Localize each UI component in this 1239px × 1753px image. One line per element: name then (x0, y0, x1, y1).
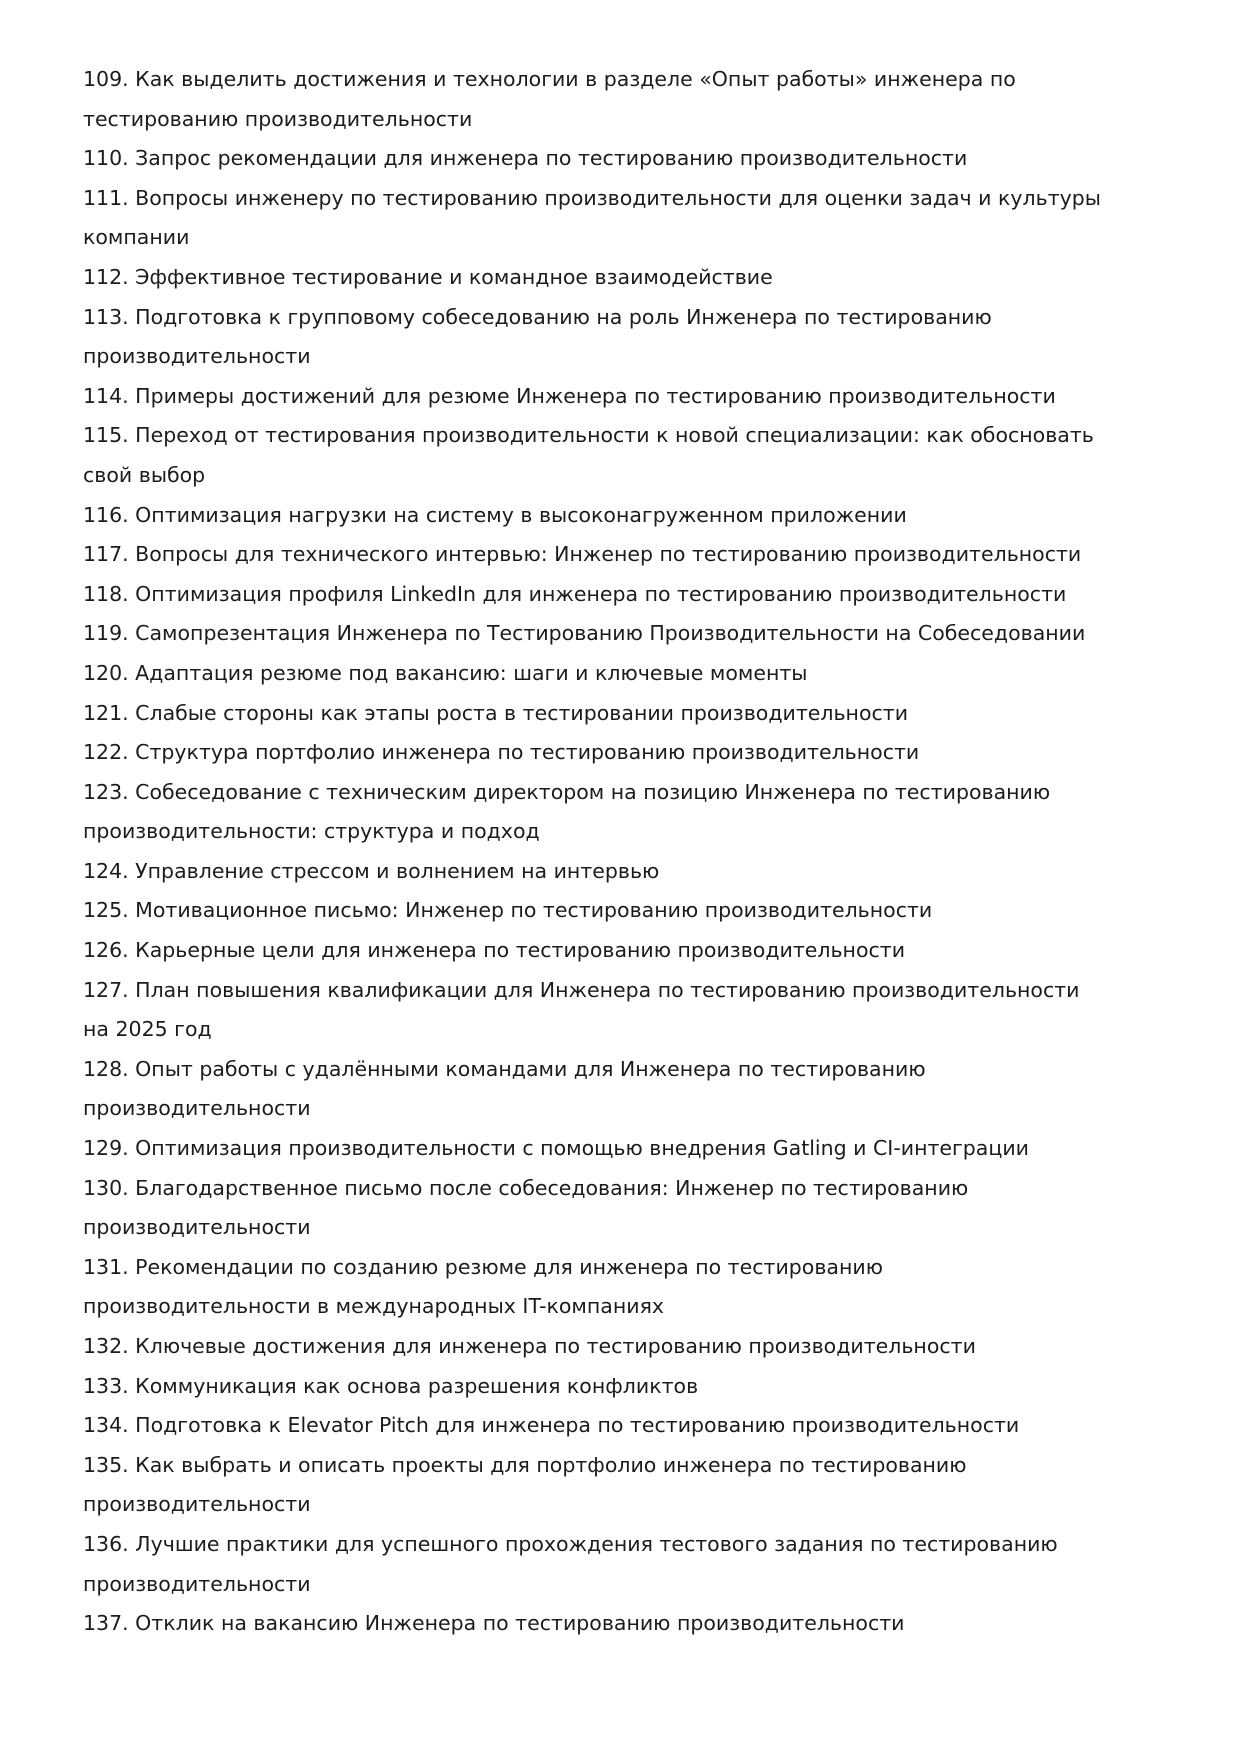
list-item (83, 416, 1199, 495)
list-item-line: 121. Слабые стороны как этапы роста в тестировании производительности (83, 700, 909, 725)
list-item-line: 115. Переход от тестирования производительности к новой специализации: как обосновать (83, 423, 1094, 448)
list-item (83, 1525, 1199, 1604)
list-item-line: производительности (83, 344, 311, 369)
document-list (83, 60, 1199, 1644)
list-item (83, 1446, 1199, 1525)
list-item (83, 179, 1199, 258)
list-item-line: 122. Структура портфолио инженера по тестированию производительности (83, 740, 920, 765)
list-item-line: 109. Как выделить достижения и технологии в разделе «Опыт работы» инженера по (83, 67, 1016, 91)
list-item-line: 127. План повышения квалификации для Инженера по тестированию производительности (83, 977, 1080, 1002)
list-item (83, 1367, 1199, 1407)
list-item (83, 654, 1199, 694)
list-item (83, 891, 1199, 931)
list-item (83, 535, 1199, 575)
list-item-line: 113. Подготовка к групповому собеседованию на роль Инженера по тестированию (83, 304, 992, 329)
list-item-line: производительности: структура и подход (83, 819, 540, 844)
list-item-line: производительности (83, 1571, 311, 1596)
list-item (83, 1327, 1199, 1367)
list-item-line: 126. Карьерные цели для инженера по тестированию производительности (83, 938, 906, 963)
list-item (83, 60, 1199, 139)
list-item-line: производительности (83, 1096, 311, 1121)
list-item (83, 1129, 1199, 1169)
list-item-line: 134. Подготовка к Elevator Pitch для инженера по тестированию производительности (83, 1413, 1020, 1438)
list-item (83, 971, 1199, 1050)
list-item (83, 1169, 1199, 1248)
list-item (83, 931, 1199, 971)
list-item (83, 773, 1199, 852)
list-item-line: производительности (83, 1492, 311, 1517)
list-item (83, 377, 1199, 417)
list-item-line: 117. Вопросы для технического интервью: Инженер по тестированию производительности (83, 542, 1082, 567)
list-item-line: 129. Оптимизация производительности с помощью внедрения Gatling и CI-интеграции (83, 1136, 1029, 1161)
list-item-line: компании (83, 225, 190, 250)
list-item-line: 136. Лучшие практики для успешного прохождения тестового задания по тестированию (83, 1531, 1058, 1556)
list-item-line: 114. Примеры достижений для резюме Инженера по тестированию производительности (83, 383, 1056, 408)
list-item-line: 116. Оптимизация нагрузки на систему в высоконагруженном приложении (83, 502, 907, 527)
list-item-line: производительности (83, 1215, 311, 1240)
list-item (83, 496, 1199, 536)
list-item (83, 694, 1199, 734)
list-item-line: свой выбор (83, 462, 206, 487)
list-item (83, 575, 1199, 615)
list-item-line: производительности в международных IT-компаниях (83, 1294, 665, 1319)
list-item (83, 258, 1199, 298)
list-item-line: 132. Ключевые достижения для инженера по тестированию производительности (83, 1334, 976, 1358)
list-item-line: 135. Как выбрать и описать проекты для портфолио инженера по тестированию (83, 1452, 967, 1477)
list-item (83, 1050, 1199, 1129)
list-item-line: 124. Управление стрессом и волнением на интервью (83, 858, 660, 883)
list-item-line: 130. Благодарственное письмо после собеседования: Инженер по тестированию (83, 1175, 969, 1200)
list-item (83, 1604, 1199, 1644)
list-item-line: на 2025 год (83, 1017, 212, 1042)
list-item-line: 120. Адаптация резюме под вакансию: шаги и ключевые моменты (83, 660, 808, 685)
list-item-line: 137. Отклик на вакансию Инженера по тестированию производительности (83, 1611, 905, 1636)
list-item (83, 852, 1199, 892)
list-item-line: 119. Самопрезентация Инженера по Тестированию Производительности на Собеседовании (83, 621, 1086, 646)
list-item-line: тестированию производительности (83, 106, 473, 131)
list-item-line: 123. Собеседование с техническим директором на позицию Инженера по тестированию (83, 779, 1051, 804)
list-item (83, 1406, 1199, 1446)
list-item-line: 111. Вопросы инженеру по тестированию производительности для оценки задач и культуры (83, 185, 1101, 210)
list-item-line: 110. Запрос рекомендации для инженера по тестированию производительности (83, 146, 968, 171)
list-item (83, 139, 1199, 179)
list-item-line: 128. Опыт работы с удалёнными командами для Инженера по тестированию (83, 1056, 926, 1081)
list-item (83, 614, 1199, 654)
list-item-line: 133. Коммуникация как основа разрешения конфликтов (83, 1373, 699, 1398)
list-item-line: 112. Эффективное тестирование и командное взаимодействие (83, 264, 773, 289)
list-item-line: 118. Оптимизация профиля LinkedIn для инженера по тестированию производительности (83, 581, 1067, 606)
list-item (83, 298, 1199, 377)
list-item (83, 1248, 1199, 1327)
list-item-line: 131. Рекомендации по созданию резюме для инженера по тестированию (83, 1254, 883, 1279)
list-item (83, 733, 1199, 773)
list-item-line: 125. Мотивационное письмо: Инженер по тестированию производительности (83, 898, 933, 923)
